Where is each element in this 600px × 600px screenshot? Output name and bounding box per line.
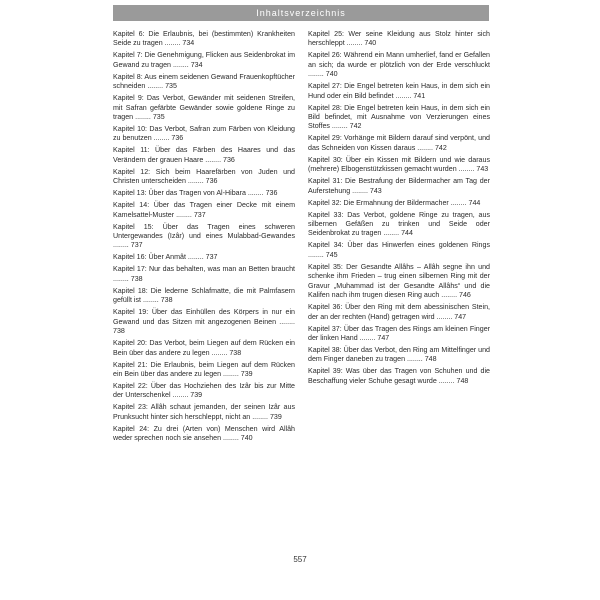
toc-entry-page: 742 [434, 143, 447, 152]
toc-entry: Kapitel 19: Über das Einhüllen des Körpers in nur ein Gewand und das Sitzen mit angezogenen Beinen ........ 738 [113, 308, 295, 336]
toc-entry: Kapitel 30: Über ein Kissen mit Bildern und wie daraus (mehrere) Elbogenstützkissen gemacht wurden ........ 743 [308, 155, 490, 174]
toc-entry-title: Kapitel 36: Über den Ring mit dem abessinischen Stein, der an der rechten (Hand) getragen wird [308, 303, 490, 321]
toc-entry: Kapitel 18: Die lederne Schlafmatte, die mit Palmfasern gefüllt ist ........ 738 [113, 286, 295, 305]
toc-entry-page: 735 [152, 113, 165, 122]
toc-entry-title: Kapitel 14: Über das Tragen einer Decke mit einem Kamelsattel-Muster [113, 201, 295, 219]
toc-entry-title: Kapitel 10: Das Verbot, Safran zum Färben von Kleidung zu benutzen [113, 125, 295, 143]
toc-entry-title: Kapitel 9: Das Verbot, Gewänder mit seidenen Streifen, mit Safran gefärbte Gewänder sowie goldene Ringe zu tragen [113, 94, 295, 122]
toc-entry: Kapitel 27: Die Engel betreten kein Haus, in dem sich ein Hund oder ein Bild befindet ........ 741 [308, 82, 490, 100]
toc-entry-page: 738 [130, 274, 143, 283]
toc-entry-title: Kapitel 18: Die lederne Schlafmatte, die mit Palmfasern gefüllt ist [113, 286, 295, 305]
toc-left-column [113, 30, 295, 540]
toc-entry-title: Kapitel 20: Das Verbot, beim Liegen auf dem Rücken ein Bein über das andere zu legen [113, 339, 295, 357]
toc-entry-title: Kapitel 17: Nur das behalten, was man an Betten braucht [113, 265, 295, 274]
toc-entry: Kapitel 31: Die Bestrafung der Bildermacher am Tag der Auferstehung ........ 743 [308, 177, 490, 195]
toc-entry: Kapitel 22: Über das Hochziehen des Izâr bis zur Mitte der Unterschenkel ........ 739 [113, 381, 295, 400]
toc-entry-page: 743 [369, 186, 382, 195]
section-title: Inhaltsverzeichnis [113, 5, 489, 21]
toc-entry: Kapitel 16: Über Anmât ........ 737 [113, 253, 218, 262]
toc-entry-page: 734 [190, 60, 203, 69]
toc-entry-title: Kapitel 30: Über ein Kissen mit Bildern und wie daraus (mehrere) Elbogenstützkissen gemacht wurden [308, 155, 490, 174]
toc-entry-page: 742 [349, 122, 362, 131]
toc-entry-title: Kapitel 26: Während ein Mann umherlief, fand er Gefallen an sich; da wurde er plötzlich von der Erde verschluckt [308, 51, 490, 69]
page-number: 557 [293, 555, 307, 564]
toc-entry: Kapitel 14: Über das Tragen einer Decke mit einem Kamelsattel-Muster ........ 737 [113, 201, 295, 219]
toc-entry-title: Kapitel 37: Über das Tragen des Rings am kleinen Finger der linken Hand [308, 324, 490, 342]
toc-entry-page: 736 [265, 189, 278, 198]
toc-entry-title: Kapitel 8: Aus einem seidenen Gewand Frauenkopftücher schneiden [113, 72, 295, 91]
toc-entry-title: Kapitel 32: Die Ermahnung der Bildermacher [308, 198, 449, 207]
toc-entry: Kapitel 17: Nur das behalten, was man an Betten braucht ........ 738 [113, 265, 295, 283]
toc-entry-title: Kapitel 23: Allâh schaut jemanden, der seinen Izâr aus Prunksucht hinter sich herschleppt, nicht an [113, 403, 295, 421]
toc-entry-page: 738 [160, 296, 173, 305]
toc-entry: Kapitel 15: Über das Tragen eines schweren Untergewandes (Izâr) und eines Mulabbad-Gewandes ........ 737 [113, 222, 295, 250]
toc-entry-title: Kapitel 7: Die Genehmigung, Flicken aus Seidenbrokat im Gewand zu tragen [113, 51, 295, 69]
toc-entry: Kapitel 7: Die Genehmigung, Flicken aus Seidenbrokat im Gewand zu tragen ........ 734 [113, 51, 295, 69]
toc-entry: Kapitel 35: Der Gesandte Allâhs – Allâh segne ihn und schenke ihm Frieden – trug einen silbernen Ring mit der Gravur „Muhammad ist der Gesandte Allâhs“ und die Kalifen nach ihm trugen diesen Ring auch ........ 746 [308, 262, 490, 300]
toc-entry-page: 747 [377, 333, 390, 342]
toc-entry: Kapitel 21: Die Erlaubnis, beim Liegen auf dem Rücken ein Bein über das andere zu legen ........ 739 [113, 360, 295, 378]
toc-entry-page: 736 [171, 134, 184, 143]
toc-entry-title: Kapitel 24: Zu drei (Arten von) Menschen wird Allâh weder sprechen noch sie ansehen [113, 424, 295, 443]
toc-entry-page: 740 [325, 70, 338, 79]
toc-entry-page: 747 [454, 312, 467, 321]
toc-right-column [308, 30, 490, 540]
toc-entry: Kapitel 13: Über das Tragen von Al-Hibara ........ 736 [113, 189, 278, 198]
toc-entry-page: 736 [205, 177, 218, 186]
toc-entry: Kapitel 8: Aus einem seidenen Gewand Frauenkopftücher schneiden ........ 735 [113, 72, 295, 91]
toc-entry: Kapitel 11: Über das Färben des Haares und das Verändern der grauen Haare ........ 736 [113, 146, 295, 164]
toc-entry-page: 740 [364, 39, 377, 48]
toc-entry: Kapitel 24: Zu drei (Arten von) Menschen wird Allâh weder sprechen noch sie ansehen ........ 740 [113, 424, 295, 443]
toc-entry-page: 737 [205, 253, 218, 262]
toc-entry: Kapitel 6: Die Erlaubnis, bei (bestimmten) Krankheiten Seide zu tragen ........ 734 [113, 30, 295, 48]
toc-entry: Kapitel 37: Über das Tragen des Rings am kleinen Finger der linken Hand ........ 747 [308, 324, 490, 342]
toc-entry-page: 738 [229, 348, 242, 357]
toc-entry-page: 741 [413, 91, 426, 100]
toc-entry-title: Kapitel 27: Die Engel betreten kein Haus, in dem sich ein Hund oder ein Bild befindet [308, 82, 490, 100]
toc-columns [113, 30, 490, 540]
toc-entry: Kapitel 33: Das Verbot, goldene Ringe zu tragen, aus silbernen Gefäßen zu trinken und Seide oder Seidenbrokat zu tragen ........ 744 [308, 210, 490, 238]
toc-entry-title: Kapitel 25: Wer seine Kleidung aus Stolz hinter sich herschleppt [308, 30, 490, 48]
toc-entry: Kapitel 28: Die Engel betreten kein Haus, in dem sich ein Bild befindet, mit Ausnahme von Verzierungen eines Stoffes ........ 742 [308, 103, 490, 131]
toc-entry-title: Kapitel 38: Über das Verbot, den Ring am Mittelfinger und dem Finger daneben zu tragen [308, 345, 490, 364]
toc-entry-page: 745 [325, 250, 338, 259]
toc-entry-page: 740 [240, 434, 253, 443]
toc-entry-title: Kapitel 13: Über das Tragen von Al-Hibara [113, 189, 246, 198]
toc-entry-page: 737 [193, 210, 206, 219]
toc-entry-title: Kapitel 22: Über das Hochziehen des Izâr bis zur Mitte der Unterschenkel [113, 381, 295, 400]
toc-entry: Kapitel 12: Sich beim Haarefärben von Juden und Christen unterscheiden ........ 736 [113, 167, 295, 186]
toc-entry-title: Kapitel 11: Über das Färben des Haares und das Verändern der grauen Haare [113, 146, 295, 164]
toc-entry-title: Kapitel 21: Die Erlaubnis, beim Liegen auf dem Rücken ein Bein über das andere zu legen [113, 360, 295, 378]
toc-entry-page: 744 [401, 229, 413, 238]
toc-entry-title: Kapitel 35: Der Gesandte Allâhs – Allâh segne ihn und schenke ihm Frieden – trug einen silbernen Ring mit der Gravur „Muhammad ist der Gesandte Allâhs“ und die Kalifen nach ihm trugen diesen Ring auch [308, 262, 490, 300]
toc-entry-page: 739 [240, 369, 253, 378]
toc-entry-title: Kapitel 12: Sich beim Haarefärben von Juden und Christen unterscheiden [113, 167, 295, 186]
toc-entry-title: Kapitel 34: Über das Hinwerfen eines goldenen Rings [308, 241, 490, 250]
toc-entry-title: Kapitel 6: Die Erlaubnis, bei (bestimmten) Krankheiten Seide zu tragen [113, 30, 295, 48]
toc-entry: Kapitel 10: Das Verbot, Safran zum Färben von Kleidung zu benutzen ........ 736 [113, 125, 295, 143]
toc-entry-title: Kapitel 16: Über Anmât [113, 253, 186, 262]
toc-entry: Kapitel 34: Über das Hinwerfen eines goldenen Rings ........ 745 [308, 241, 490, 259]
toc-entry-page: 738 [113, 327, 125, 336]
toc-entry-title: Kapitel 19: Über das Einhüllen des Körpers in nur ein Gewand und das Sitzen mit angezogenen Beinen [113, 308, 295, 326]
toc-entry: Kapitel 9: Das Verbot, Gewänder mit seidenen Streifen, mit Safran gefärbte Gewänder sowie goldene Ringe zu tragen ........ 735 [113, 94, 295, 122]
toc-entry-title: Kapitel 39: Was über das Tragen von Schuhen und die Beschaffung vieler Schuhe gesagt wurde [308, 367, 490, 385]
toc-entry: Kapitel 36: Über den Ring mit dem abessinischen Stein, der an der rechten (Hand) getragen wird ........ 747 [308, 303, 490, 321]
page-header [0, 0, 600, 22]
toc-entry-page: 746 [459, 291, 471, 300]
toc-entry: Kapitel 38: Über das Verbot, den Ring am Mittelfinger und dem Finger daneben zu tragen ........ 748 [308, 345, 490, 364]
toc-entry-page: 744 [468, 198, 481, 207]
toc-entry-title: Kapitel 31: Die Bestrafung der Bildermacher am Tag der Auferstehung [308, 177, 490, 195]
toc-entry: Kapitel 23: Allâh schaut jemanden, der seinen Izâr aus Prunksucht hinter sich herschleppt, nicht an ........ 739 [113, 403, 295, 421]
toc-entry: Kapitel 39: Was über das Tragen von Schuhen und die Beschaffung vieler Schuhe gesagt wurde ........ 748 [308, 367, 490, 385]
toc-entry-page: 743 [476, 165, 489, 174]
toc-entry-page: 734 [182, 39, 195, 48]
toc-entry-title: Kapitel 33: Das Verbot, goldene Ringe zu tragen, aus silbernen Gefäßen zu trinken und Seide oder Seidenbrokat zu tragen [308, 210, 490, 238]
toc-entry: Kapitel 32: Die Ermahnung der Bildermacher ........ 744 [308, 198, 481, 207]
toc-entry-title: Kapitel 29: Vorhänge mit Bildern darauf sind verpönt, und das Schneiden von Kissen daraus [308, 134, 490, 152]
toc-entry: Kapitel 29: Vorhänge mit Bildern darauf sind verpönt, und das Schneiden von Kissen daraus ........ 742 [308, 134, 490, 152]
toc-entry-title: Kapitel 28: Die Engel betreten kein Haus, in dem sich ein Bild befindet, mit Ausnahme von Verzierungen eines Stoffes [308, 103, 490, 131]
toc-entry-page: 737 [130, 241, 143, 250]
toc-entry-page: 736 [223, 155, 235, 164]
toc-entry: Kapitel 20: Das Verbot, beim Liegen auf dem Rücken ein Bein über das andere zu legen ........ 738 [113, 339, 295, 357]
toc-entry: Kapitel 25: Wer seine Kleidung aus Stolz hinter sich herschleppt ........ 740 [308, 30, 490, 48]
toc-entry: Kapitel 26: Während ein Mann umherlief, fand er Gefallen an sich; da wurde er plötzlich von der Erde verschluckt ........ 740 [308, 51, 490, 79]
toc-entry-title: Kapitel 15: Über das Tragen eines schweren Untergewandes (Izâr) und eines Mulabbad-Gewandes [113, 222, 295, 241]
toc-entry-page: 748 [456, 376, 469, 385]
toc-entry-page: 739 [190, 391, 203, 400]
toc-entry-page: 735 [165, 82, 177, 91]
toc-entry-page: 739 [269, 412, 282, 421]
toc-entry-page: 748 [424, 355, 437, 364]
